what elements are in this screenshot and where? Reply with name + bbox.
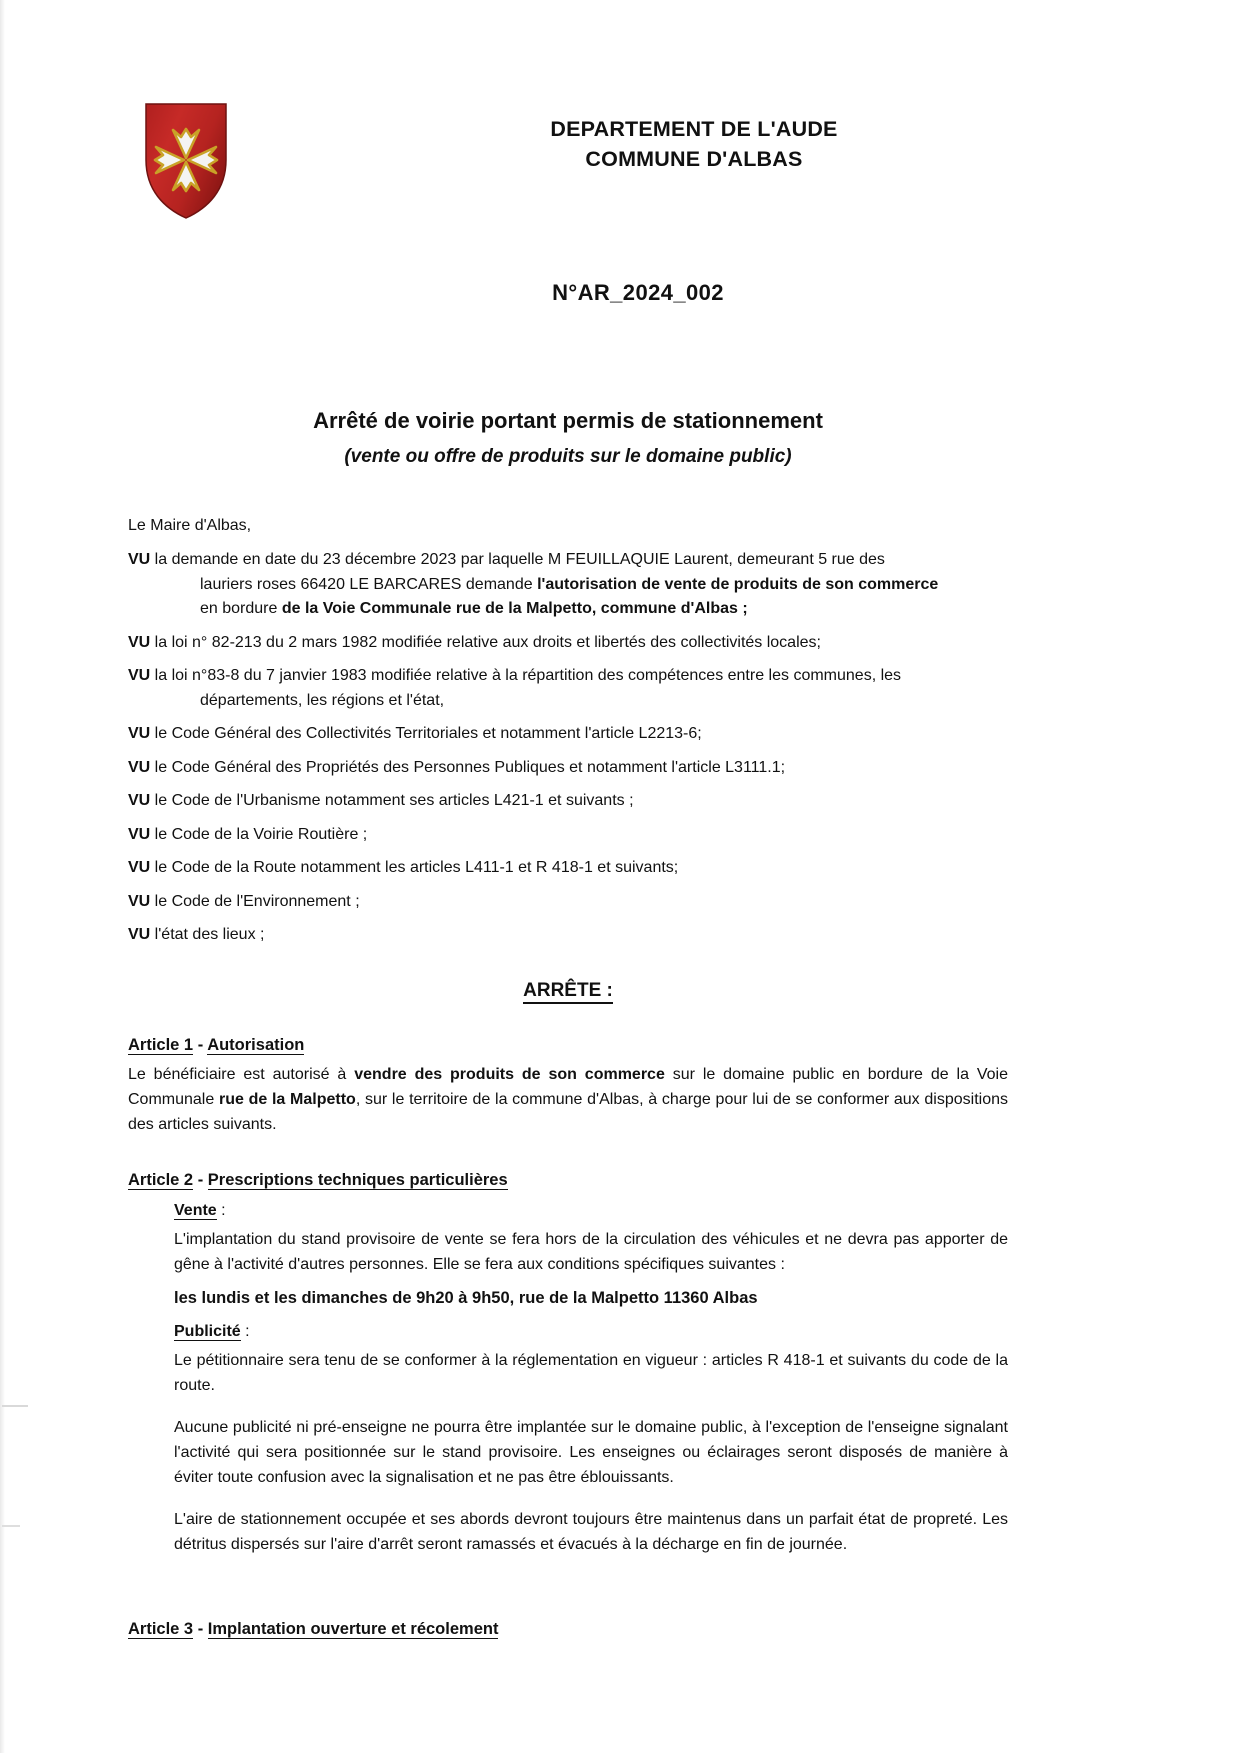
vu-clause-list: [128, 548, 1008, 948]
vu-text-segment: en bordure: [200, 600, 282, 617]
article-2-heading: [128, 1171, 1008, 1190]
vu-clause: [128, 823, 1008, 848]
scan-edge-artifact: [0, 0, 5, 1753]
section-spacer: [128, 1566, 1008, 1586]
document-header: [128, 96, 1008, 246]
vente-subheading-label: Vente: [174, 1201, 217, 1219]
vu-clause: [128, 548, 1008, 622]
article-1-text-segment: Le bénéficiaire est autorisé à: [128, 1065, 355, 1083]
article-3-heading-prefix: Article 3: [128, 1619, 194, 1638]
scan-speck-artifact: [2, 1525, 20, 1527]
intro-line: Le Maire d'Albas,: [128, 517, 252, 534]
vente-paragraph: L'implantation du stand provisoire de vente se fera hors de la circulation des véhicules et ne devra pas apporter de gêne à l'activité d'autres personnes. Elle se fera aux conditions spécifiques suivantes :: [174, 1230, 1008, 1273]
publicite-subheading-colon: :: [240, 1322, 250, 1340]
vu-text-segment: le Code de la Voirie Routière ;: [150, 825, 368, 843]
vente-subheading: [174, 1202, 1008, 1220]
vu-clause: [128, 722, 1008, 747]
publicite-subheading: [174, 1323, 1008, 1341]
vu-text-segment: le Code de l'Urbanisme notamment ses articles L421-1 et suivants ;: [150, 792, 634, 809]
article-2-heading-title: Prescriptions techniques particulières: [207, 1170, 508, 1189]
commune-line: COMMUNE D'ALBAS: [585, 147, 803, 171]
vu-clause: [128, 923, 1008, 948]
vu-text-segment: l'état des lieux ;: [150, 926, 265, 943]
vu-text-segment: l'autorisation de vente de produits de son commerce: [537, 575, 939, 593]
vu-text-segment: le Code de l'Environnement ;: [150, 892, 360, 910]
header-title-block: [414, 114, 974, 174]
document-subtitle: (vente ou offre de produits sur le domaine public): [344, 446, 792, 467]
article-2-heading-prefix: Article 2: [128, 1170, 194, 1189]
vente-subheading-colon: :: [216, 1201, 226, 1219]
vu-clause: [128, 856, 1008, 881]
paragraph-spacer: [174, 1407, 1008, 1415]
article-1-heading-separator: -: [193, 1035, 208, 1054]
article-1-body: [128, 1062, 1008, 1137]
scan-speck-artifact: [2, 1405, 28, 1407]
article-1-text-segment: sur le domaine public en bordure de la Voie Communale: [128, 1065, 1009, 1108]
vu-label: VU: [128, 892, 151, 910]
publicite-paragraph-3: L'aire de stationnement occupée et ses abords devront toujours être maintenus dans un parfait état de propreté. Les détritus dispersés sur l'aire d'arrêt seront ramassés et évacués à la décharge en fin de journée.: [174, 1510, 1008, 1553]
vu-label: VU: [128, 825, 151, 843]
publicite-subheading-label: Publicité: [174, 1322, 241, 1340]
article-3-heading: [128, 1620, 1008, 1639]
vu-text-segment: le Code Général des Propriétés des Personnes Publiques et notamment l'article L3111.1;: [150, 758, 786, 776]
vu-clause: [128, 789, 1008, 814]
coat-of-arms-shield-maltese-cross-icon: [142, 102, 230, 220]
vente-schedule: les lundis et les dimanches de 9h20 à 9h50, rue de la Malpetto 11360 Albas: [174, 1288, 758, 1307]
vu-label: VU: [128, 633, 151, 651]
article-1-heading-title: Autorisation: [207, 1035, 305, 1054]
vu-label: VU: [128, 725, 151, 742]
vu-clause: [128, 890, 1008, 915]
reference-number: N°AR_2024_002: [552, 280, 724, 305]
vu-text-segment: la demande en date du 23 décembre 2023 par laquelle M FEUILLAQUIE Laurent, demeurant 5 rue des: [150, 551, 885, 568]
article-1-heading: [128, 1036, 1008, 1055]
vu-label: VU: [128, 551, 151, 568]
vu-text-segment: lauriers roses 66420 LE BARCARES demande: [200, 575, 538, 593]
vu-clause: [128, 664, 1008, 713]
article-2-body: [174, 1202, 1008, 1557]
article-3-heading-title: Implantation ouverture et récolement: [207, 1619, 499, 1638]
vu-clause: [128, 756, 1008, 781]
article-1-text-segment: vendre des produits de son commerce: [354, 1065, 665, 1083]
vu-label: VU: [128, 758, 151, 776]
vu-label: VU: [128, 792, 151, 809]
article-1-text-segment: , sur le territoire de la commune d'Albas, à charge pour lui de se conformer aux dispositions des articles suivants.: [128, 1090, 1008, 1133]
vu-label: VU: [128, 926, 151, 943]
vu-label: VU: [128, 667, 151, 684]
arrete-heading: [128, 980, 1008, 1002]
paragraph-spacer: [174, 1499, 1008, 1507]
vu-label: VU: [128, 859, 151, 876]
vu-text-segment: le Code Général des Collectivités Territoriales et notamment l'article L2213-6;: [150, 725, 702, 742]
vu-text-segment: la loi n° 82-213 du 2 mars 1982 modifiée relative aux droits et libertés des collectivités locales;: [150, 633, 821, 651]
article-1-text-segment: rue de la Malpetto: [218, 1090, 356, 1108]
vu-text-segment: de la Voie Communale rue de la Malpetto, commune d'Albas ;: [281, 600, 748, 617]
document-title: Arrêté de voirie portant permis de stationnement: [313, 408, 823, 433]
vu-text-segment: la loi n°83-8 du 7 janvier 1983 modifiée relative à la répartition des compétences entre les communes, les: [150, 667, 902, 684]
vu-text-segment: départements, les régions et l'état,: [200, 691, 445, 709]
article-1-heading-prefix: Article 1: [128, 1035, 194, 1054]
arrete-heading-text: ARRÊTE :: [523, 980, 613, 1004]
article-2-heading-separator: -: [193, 1170, 208, 1189]
department-line: DEPARTEMENT DE L'AUDE: [550, 117, 838, 141]
vu-clause: [128, 631, 1008, 656]
document-content: [128, 96, 1008, 1646]
publicite-paragraph-2: Aucune publicité ni pré-enseigne ne pourra être implantée sur le domaine public, à l'exception de l'enseigne signalant l'activité qui sera positionnée sur le stand provisoire. Les enseignes ou éclairages seront disposés de manière à éviter toute confusion avec la signalisation et ne pas être éblouissants.: [174, 1418, 1008, 1486]
vu-text-segment: le Code de la Route notamment les articles L411-1 et R 418-1 et suivants;: [150, 859, 679, 876]
article-3-heading-separator: -: [193, 1619, 208, 1638]
publicite-paragraph-1: Le pétitionnaire sera tenu de se conformer à la réglementation en vigueur : articles R 418-1 et suivants du code de la route.: [174, 1351, 1008, 1394]
